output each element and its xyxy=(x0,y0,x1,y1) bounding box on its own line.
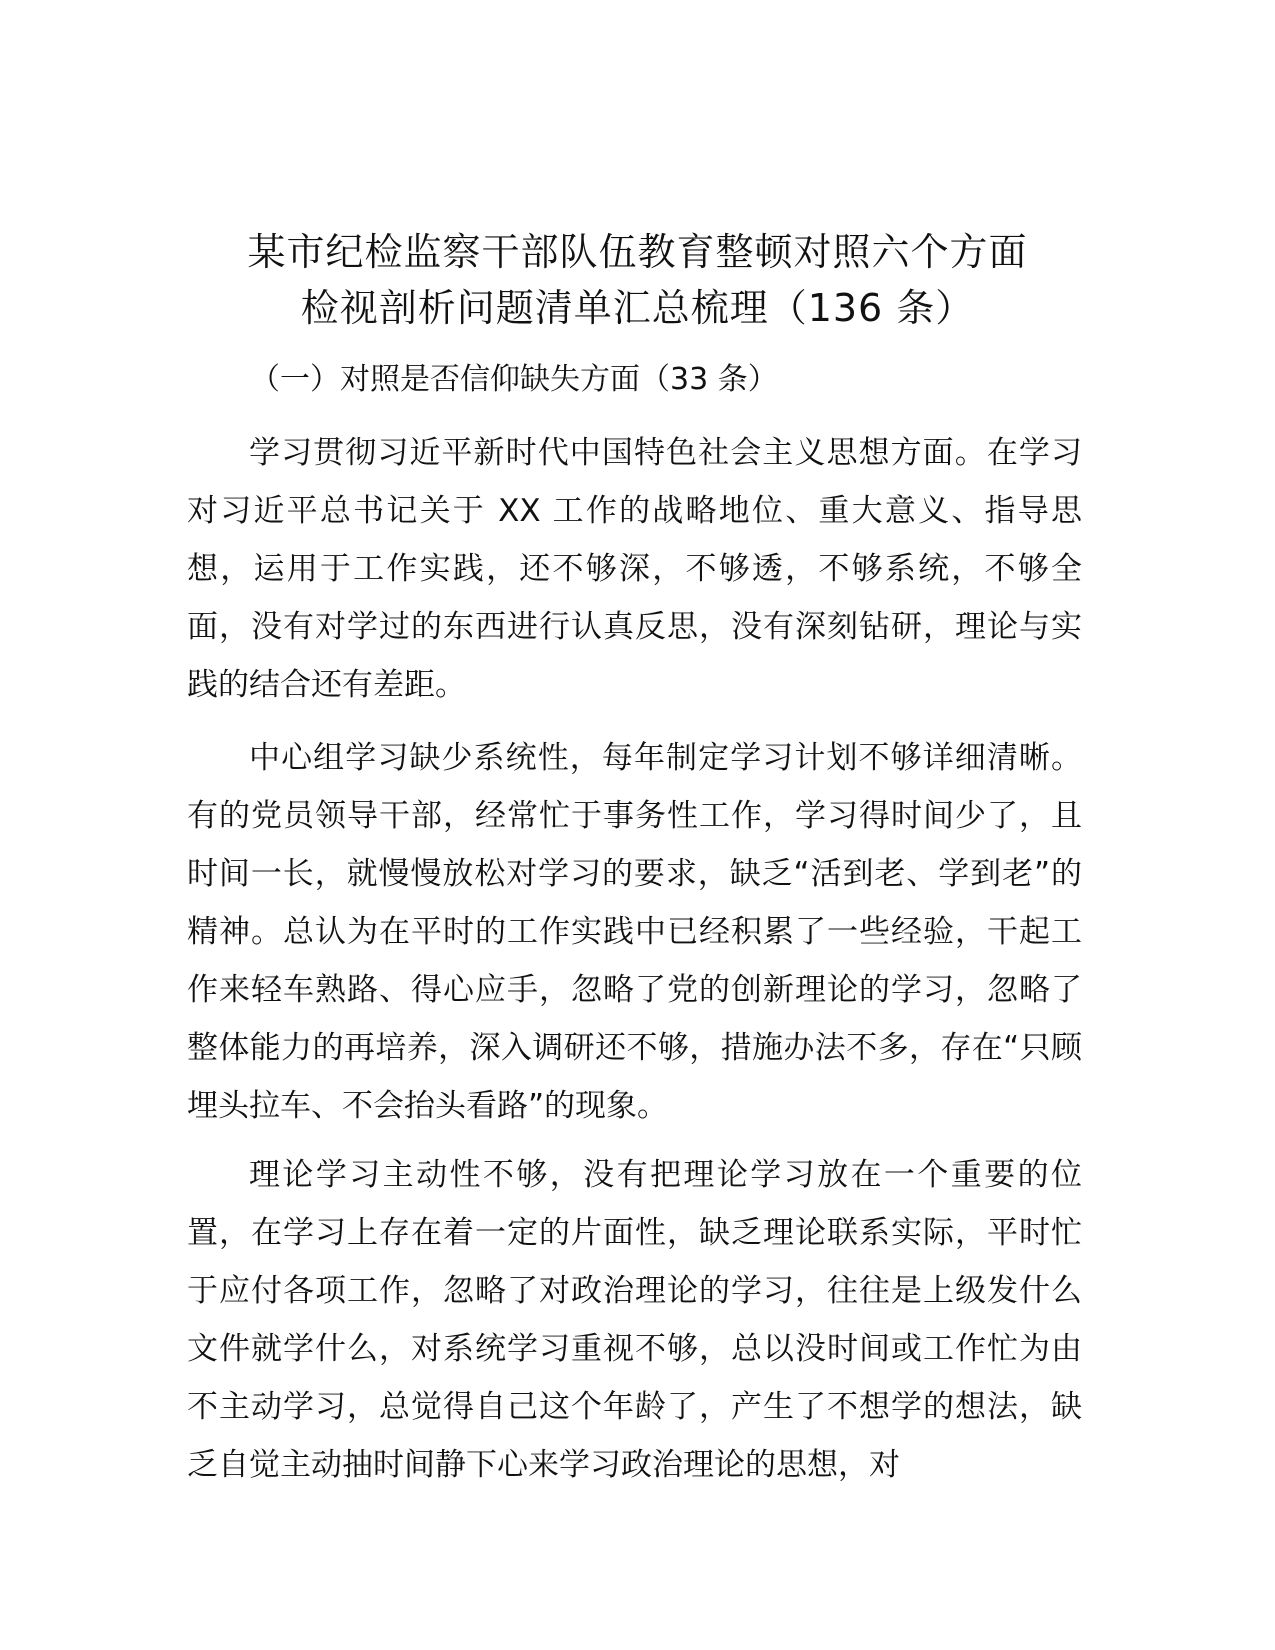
document-title-line2: 检视剖析问题清单汇总梳理（136 条） xyxy=(300,286,975,330)
document-title-line1: 某市纪检监察干部队伍教育整顿对照六个方面 xyxy=(247,230,1028,274)
paragraph-2: 中心组学习缺少系统性，每年制定学习计划不够详细清晰。有的党员领导干部，经常忙于事务性工作，学习得时间少了，且时间一长，就慢慢放松对学习的要求，缺乏“活到老、学到老”的精神。总认为在平时的工作实践中已经积累了一些经验，干起工作来轻车熟路、得心应手，忽略了党的创新理论的学习，忽略了整体能力的再培养，深入调研还不够，措施办法不多，存在“只顾埋头拉车、不会抬头看路”的现象。 xyxy=(187,740,1082,1124)
paragraph-3: 理论学习主动性不够，没有把理论学习放在一个重要的位置，在学习上存在着一定的片面性，缺乏理论联系实际，平时忙于应付各项工作，忽略了对政治理论的学习，往往是上级发什么文件就学什么，对系统学习重视不够，总以没时间或工作忙为由不主动学习，总觉得自己这个年龄了，产生了不想学的想法，缺乏自觉主动抽时间静下心来学习政治理论的思想，对 xyxy=(187,1157,1082,1483)
section-heading: （一）对照是否信仰缺失方面（33 条） xyxy=(250,362,778,397)
paragraph-1: 学习贯彻习近平新时代中国特色社会主义思想方面。在学习对习近平总书记关于 XX 工作的战略地位、重大意义、指导思想，运用于工作实践，还不够深，不够透，不够系统，不够全面，没有对学过的东西进行认真反思，没有深刻钻研，理论与实践的结合还有差距。 xyxy=(187,435,1082,703)
